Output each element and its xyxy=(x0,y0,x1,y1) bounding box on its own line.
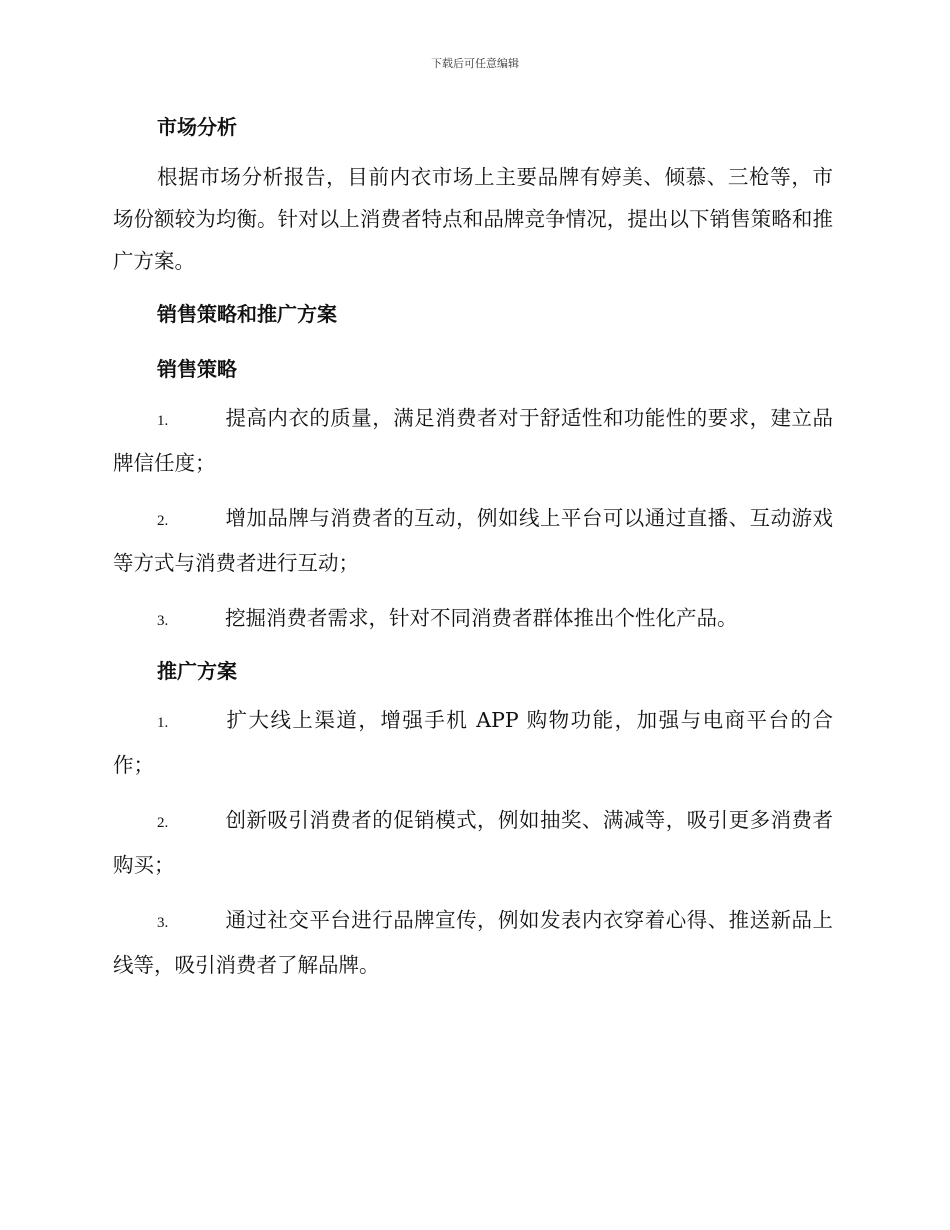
list-number: 3. xyxy=(157,915,169,931)
list-item-text: 挖掘消费者需求，针对不同消费者群体推出个性化产品。 xyxy=(225,606,738,630)
list-item-text: 创新吸引消费者的促销模式，例如抽奖、满减等，吸引更多消费者购买； xyxy=(113,808,833,877)
list-item xyxy=(113,397,833,484)
heading-promotion-plan: 推广方案 xyxy=(157,659,237,683)
list-item xyxy=(113,799,833,886)
document-body xyxy=(113,112,833,986)
list-item-text: 通过社交平台进行品牌宣传，例如发表内衣穿着心得、推送新品上线等，吸引消费者了解品牌。 xyxy=(113,908,833,977)
list-item xyxy=(113,497,833,584)
list-item xyxy=(113,699,833,786)
heading-sales-strategy: 销售策略 xyxy=(157,357,237,381)
list-item-text: 增加品牌与消费者的互动，例如线上平台可以通过直播、互动游戏等方式与消费者进行互动； xyxy=(113,506,833,575)
list-item xyxy=(113,597,833,642)
page-header: 下载后可任意编辑 xyxy=(431,57,519,70)
paragraph-market-analysis: 根据市场分析报告，目前内衣市场上主要品牌有婷美、倾慕、三枪等，市场份额较为均衡。针对以上消费者特点和品牌竞争情况，提出以下销售策略和推广方案。 xyxy=(113,165,833,273)
list-number: 1. xyxy=(157,715,169,731)
list-number: 1. xyxy=(157,413,169,429)
heading-market-analysis: 市场分析 xyxy=(157,115,237,139)
list-item-text: 扩大线上渠道，增强手机 APP 购物功能，加强与电商平台的合作； xyxy=(113,708,833,777)
list-number: 2. xyxy=(157,815,169,831)
heading-strategy-and-promotion: 销售策略和推广方案 xyxy=(157,302,337,326)
list-item-text: 提高内衣的质量，满足消费者对于舒适性和功能性的要求，建立品牌信任度； xyxy=(113,406,833,475)
list-number: 2. xyxy=(157,513,169,529)
list-item xyxy=(113,899,833,986)
list-number: 3. xyxy=(157,613,169,629)
